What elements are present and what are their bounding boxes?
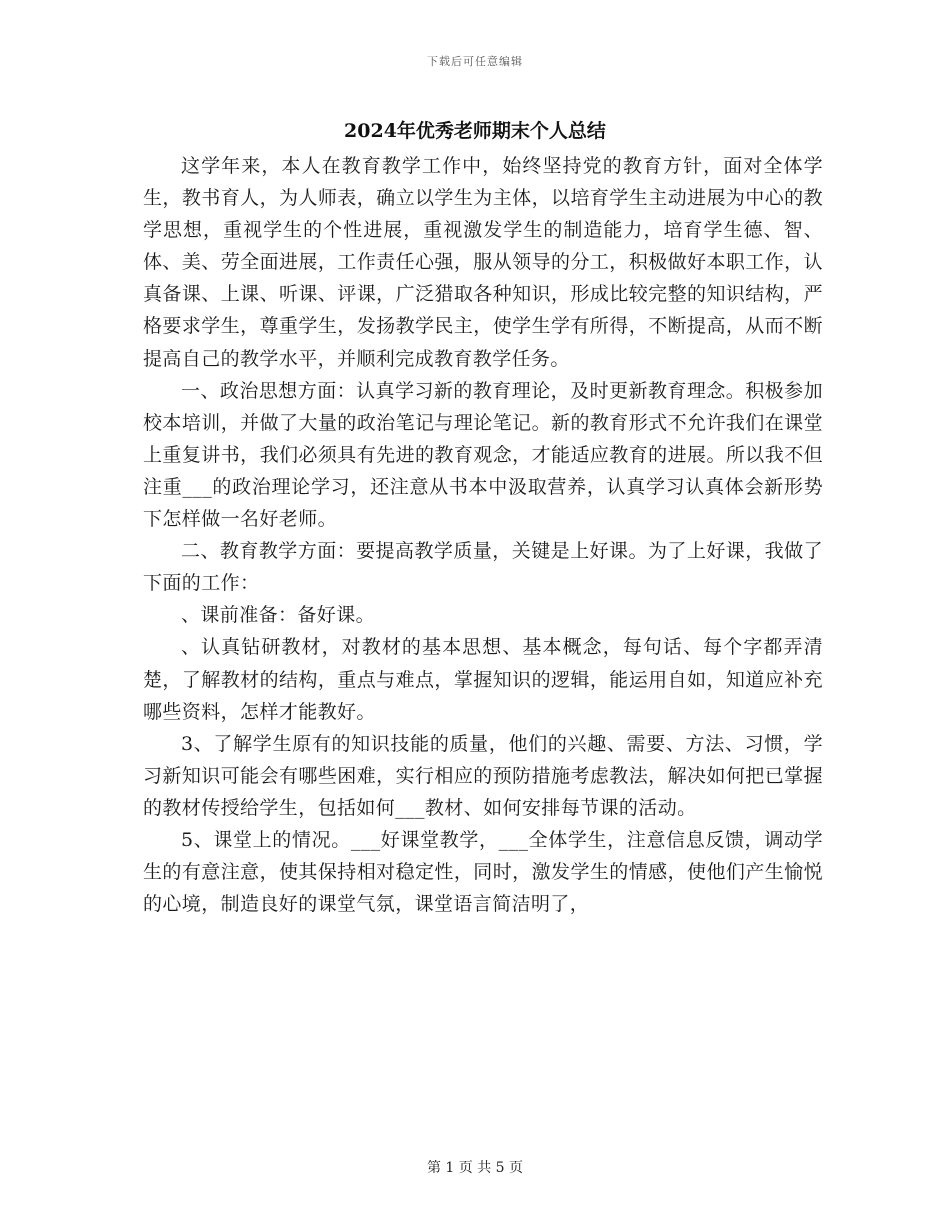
paragraph-teaching: 二、教育教学方面：要提高教学质量，关键是上好课。为了上好课，我做了下面的工作： xyxy=(143,540,823,595)
document-title: 2024年优秀老师期末个人总结 xyxy=(344,120,606,142)
document-body xyxy=(143,150,823,920)
paragraph-study-materials: 、认真钻研教材，对教材的基本思想、基本概念，每句话、每个字都弄清楚，了解教材的结构，重点与难点，掌握知识的逻辑，能运用自如，知道应补充哪些资料，怎样才能教好。 xyxy=(143,636,823,723)
paragraph-classroom: 5、课堂上的情况。___好课堂教学，___全体学生，注意信息反馈，调动学生的有意注意，使其保持相对稳定性，同时，激发学生的情感，使他们产生愉悦的心境，制造良好的课堂气氛，课堂语言简洁明了， xyxy=(143,828,823,916)
paragraph-politics: 一、政治思想方面：认真学习新的教育理论，及时更新教育理念。积极参加校本培训，并做了大量的政治笔记与理论笔记。新的教育形式不允许我们在课堂上重复讲书，我们必须具有先进的教育观念，才能适应教育的进展。所以我不但注重___的政治理论学习，还注意从书本中汲取营养，认真学习认真体会新形势下怎样做一名好老师。 xyxy=(143,379,823,531)
header-note: 下载后可任意编辑 xyxy=(427,55,523,68)
paragraph-student-knowledge: 3、了解学生原有的知识技能的质量，他们的兴趣、需要、方法、习惯，学习新知识可能会有哪些困难，实行相应的预防措施考虑教法，解决如何把已掌握的教材传授给学生，包括如何___教材、如何安排每节课的活动。 xyxy=(143,732,823,819)
page-footer: 第 1 页 共 5 页 xyxy=(426,1160,524,1176)
paragraph-intro: 这学年来，本人在教育教学工作中，始终坚持党的教育方针，面对全体学生，教书育人，为人师表，确立以学生为主体，以培育学生主动进展为中心的教学思想，重视学生的个性进展，重视激发学生的制造能力，培育学生德、智、体、美、劳全面进展，工作责任心强，服从领导的分工，积极做好本职工作，认真备课、上课、听课、评课，广泛猎取各种知识，形成比较完整的知识结构，严格要求学生，尊重学生，发扬教学民主，使学生学有所得，不断提高，从而不断提高自己的教学水平，并顺利完成教育教学任务。 xyxy=(143,155,823,370)
paragraph-preparation: 、课前准备：备好课。 xyxy=(181,604,376,627)
